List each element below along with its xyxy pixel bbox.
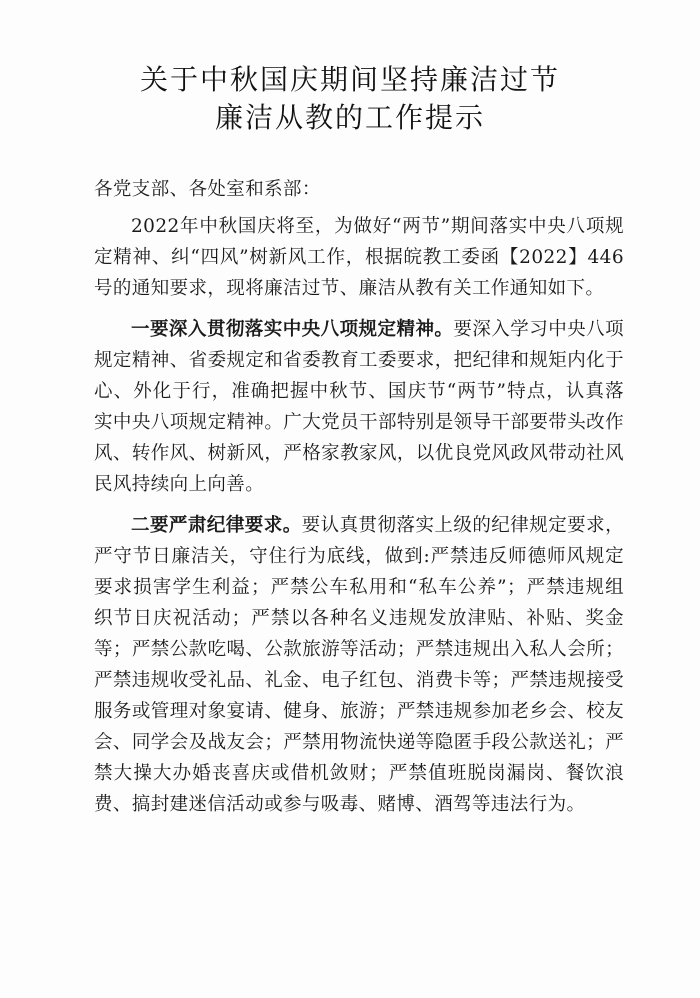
document-title-line-1: 关于中秋国庆期间坚持廉洁过节 xyxy=(139,63,560,96)
intro-paragraph: 2022年中秋国庆将至，为做好“两节”期间落实中央八项规定精神、纠“四风”树新风工作，根据皖教工委函【2022】446号的通知要求，现将廉洁过节、廉洁从教有关工作通知如下。 xyxy=(94,216,624,299)
section-2-heading: 二要严肃纪律要求。 xyxy=(131,515,302,536)
section-1-heading: 一要深入贯彻落实中央八项规定精神。 xyxy=(131,319,454,340)
section-2-text: 要认真贯彻落实上级的纪律规定要求，严守节日廉洁关，守住行为底线，做到:严禁违反师德师风规定要求损害学生利益；严禁公车私用和“私车公养”；严禁违规组织节日庆祝活动；严禁以各种名义违规发放津贴、补贴、奖金等；严禁公款吃喝、公款旅游等活动；严禁违规出入私人会所；严禁违规收受礼品、礼金、电子红包、消费卡等；严禁违规接受服务或管理对象宴请、健身、旅游；严禁违规参加老乡会、校友会、同学会及战友会；严禁用物流快递等隐匿手段公款送礼；严禁大操大办婚丧喜庆或借机敛财；严禁值班脱岗漏岗、餐饮浪费、搞封建迷信活动或参与吸毒、赌博、酒驾等违法行为。 xyxy=(94,515,624,815)
document-body xyxy=(94,174,624,830)
section-2-paragraph xyxy=(94,510,624,820)
document-title-line-2: 廉洁从教的工作提示 xyxy=(214,101,485,134)
section-1-text: 要深入学习中央八项规定精神、省委规定和省委教育工委要求，把纪律和规矩内化于心、外化于行，准确把握中秋节、国庆节“两节”特点，认真落实中央八项规定精神。广大党员干部特别是领导干部要带头改作风、转作风、树新风，严格家教家风，以优良党风政风带动社风民风持续向上向善。 xyxy=(94,319,624,495)
section-1-paragraph xyxy=(94,314,624,500)
salutation: 各党支部、各处室和系部： xyxy=(94,179,321,200)
